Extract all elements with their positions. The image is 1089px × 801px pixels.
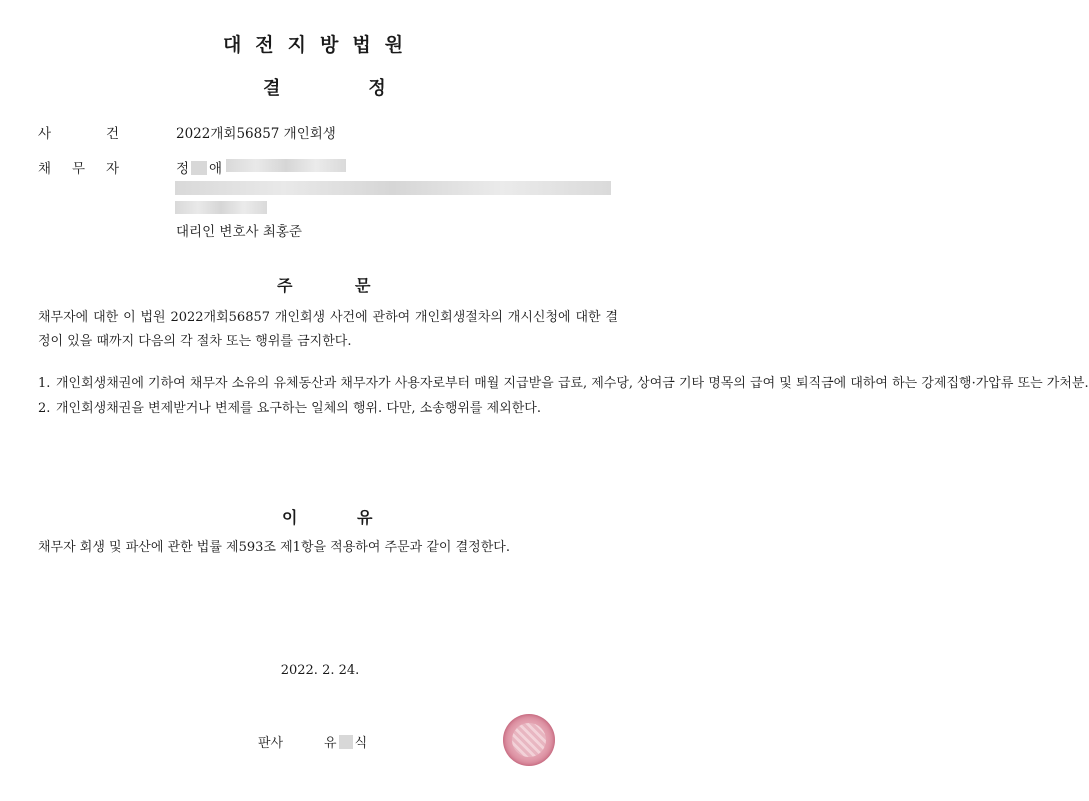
case-label-2: 건 [106, 126, 120, 142]
court-seal [503, 714, 555, 766]
judge-name [324, 732, 367, 751]
list-item-text: 개인회생채권에 기하여 채무자 소유의 유체동산과 채무자가 사용자로부터 매월 지급받을 급료, 제수당, 상여금 기타 명목의 급여 및 퇴직금에 대하여 하는 강제집행·가압류 또는 가처분. [56, 376, 1089, 391]
case-number: 2022개회56857 개인회생 [176, 126, 336, 142]
main-section-char-1: 주 [277, 276, 293, 295]
debtor-name-last: 애 [209, 161, 223, 177]
reason-text: 채무자 회생 및 파산에 관한 법률 제593조 제1항을 적용하여 주문과 같이 결정한다. [38, 540, 510, 555]
redacted-address-line-2 [175, 201, 267, 214]
main-section-char-2: 문 [355, 276, 371, 295]
list-item-text: 개인회생채권을 변제받거나 변제를 요구하는 일체의 행위. 다만, 소송행위를 제외한다. [56, 401, 541, 416]
title-char-left: 결 [263, 78, 281, 99]
court-name: 대전지방법원 [222, 34, 418, 56]
judge-name-last: 식 [354, 736, 368, 751]
list-item [38, 397, 618, 421]
redacted-id [226, 159, 346, 172]
prohibited-acts-list [38, 372, 1089, 422]
decision-date: 2022. 2. 24. [280, 663, 360, 678]
judge-name-first: 유 [324, 736, 337, 751]
case-label-1: 사 [38, 126, 52, 142]
list-item-number: 2. [38, 401, 51, 416]
title-char-right: 정 [368, 78, 386, 99]
judge-label: 판사 [258, 736, 284, 751]
list-item [38, 372, 1089, 396]
debtor-agent: 대리인 변호사 최홍준 [176, 224, 302, 240]
judge-name-redaction [339, 735, 353, 749]
name-redaction [191, 161, 207, 175]
debtor-name-first: 정 [176, 161, 190, 177]
debtor-label-3: 자 [106, 161, 120, 177]
main-text: 채무자에 대한 이 법원 2022개회56857 개인회생 사건에 관하여 개인회생절차의 개시신청에 대한 결정이 있을 때까지 다음의 각 절차 또는 행위를 금지한다. [38, 310, 618, 349]
debtor-name [176, 157, 222, 177]
document-title [263, 74, 386, 100]
list-item-number: 1. [38, 376, 51, 391]
debtor-label-2: 무 [72, 161, 86, 177]
reason-section-char-2: 유 [357, 508, 373, 527]
redacted-address-line-1 [175, 181, 611, 195]
debtor-label-1: 채 [38, 161, 52, 177]
reason-section-char-1: 이 [282, 508, 298, 527]
